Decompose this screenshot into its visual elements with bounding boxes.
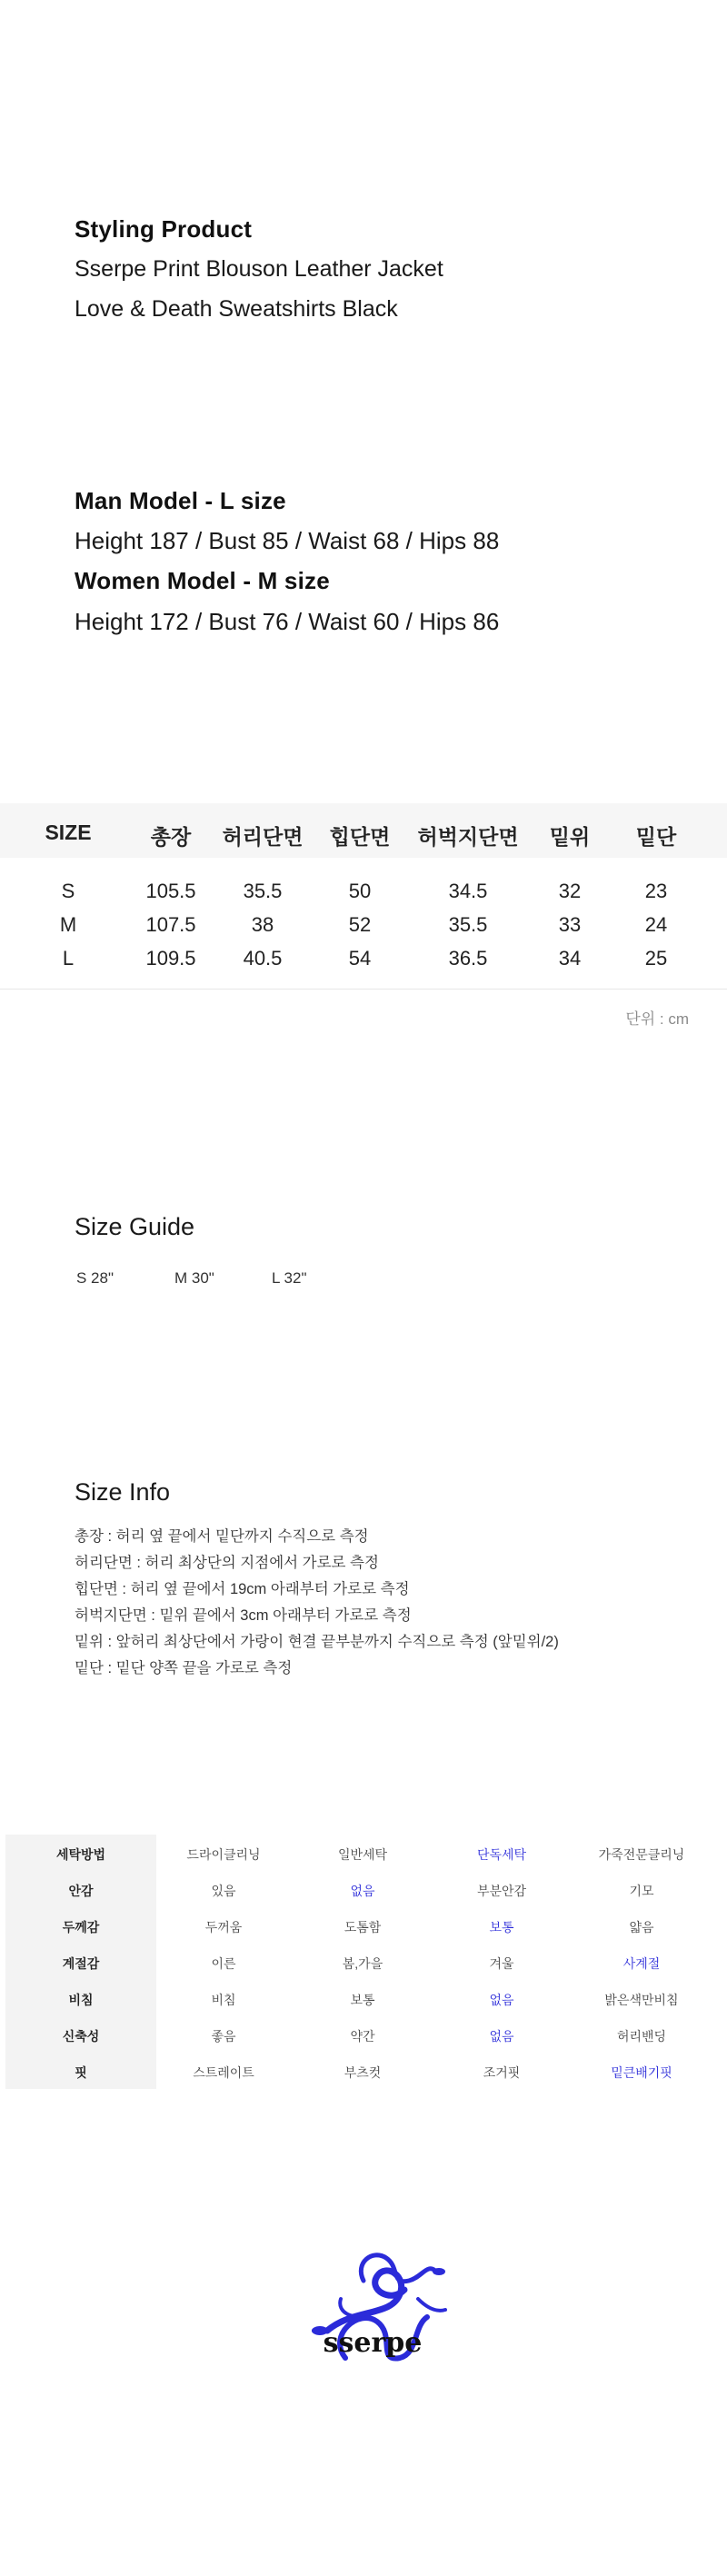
care-option: 스트레이트 [193, 2065, 254, 2080]
size-info-line: 힙단면 : 허리 옆 끝에서 19cm 아래부터 가로로 측정 [75, 1581, 410, 1597]
size-table-cell: 33 [558, 913, 582, 936]
size-table-cell: 52 [348, 913, 372, 936]
size-info-line: 밑위 : 앞허리 최상단에서 가랑이 현결 끝부분까지 수직으로 측정 (앞밑위/2) [75, 1634, 559, 1650]
size-table-cell: 35.5 [448, 913, 488, 936]
care-option: 약간 [350, 2029, 375, 2044]
care-option-selected: 없음 [489, 1993, 514, 2007]
care-option: 좋음 [211, 2029, 236, 2044]
size-table-cell: 25 [644, 947, 668, 970]
care-row-label: 핏 [75, 2065, 87, 2080]
size-guide-m: M 30" [174, 1269, 214, 1287]
care-option: 겨울 [489, 1956, 514, 1971]
care-option: 일반세탁 [337, 1847, 388, 1862]
care-option: 기모 [629, 1884, 654, 1898]
size-table-cell: 50 [348, 880, 372, 902]
size-table-header-cell: SIZE [45, 821, 92, 844]
care-option: 도톰함 [344, 1920, 382, 1934]
size-unit: 단위 : cm [625, 1010, 689, 1028]
care-option: 이른 [211, 1956, 236, 1971]
size-table-cell: 34 [558, 947, 582, 970]
size-table-header-cell: 허리단면 [222, 825, 304, 849]
size-table-cell: 36.5 [448, 947, 488, 970]
size-guide-l: L 32" [272, 1269, 307, 1287]
care-option: 보통 [350, 1993, 375, 2007]
size-table-cell: L [62, 947, 75, 970]
care-option-selected: 단독세탁 [476, 1847, 527, 1862]
care-row-label: 세탁방법 [55, 1847, 106, 1862]
care-option: 부분안감 [476, 1884, 527, 1898]
care-option-selected: 없음 [489, 2029, 514, 2044]
snake-logo-icon [291, 2244, 454, 2381]
size-table-header-cell: 힙단면 [329, 825, 391, 849]
care-option: 봄,가을 [342, 1956, 383, 1971]
size-guide-s: S 28" [76, 1269, 115, 1287]
size-info-list [75, 1524, 559, 1682]
care-option: 비침 [211, 1993, 236, 2007]
care-row-label: 비침 [68, 1993, 94, 2007]
size-table-cell: S [61, 880, 75, 902]
size-table-cell: M [59, 913, 77, 936]
woman-model-specs: Height 172 / Bust 76 / Waist 60 / Hips 86 [75, 608, 500, 635]
care-row-label: 안감 [68, 1884, 94, 1898]
size-table-cell: 54 [348, 947, 372, 970]
care-option: 두꺼움 [204, 1920, 243, 1934]
size-table-cell: 32 [558, 880, 582, 902]
size-info-line: 밑단 : 밑단 양쪽 끝을 가로로 측정 [75, 1660, 293, 1676]
care-option-selected: 사계절 [622, 1956, 661, 1971]
care-option-selected: 밑큰배기핏 [611, 2065, 672, 2080]
styling-title: Styling Product [75, 215, 253, 243]
care-table [5, 1835, 727, 2089]
care-option: 허리밴딩 [616, 2029, 667, 2044]
care-option: 부츠컷 [344, 2065, 382, 2080]
size-table-cell: 40.5 [243, 947, 283, 970]
man-model-specs: Height 187 / Bust 85 / Waist 68 / Hips 88 [75, 527, 500, 554]
care-row-label: 신축성 [62, 2029, 100, 2044]
care-row-label: 계절감 [62, 1956, 100, 1971]
styling-item-2: Love & Death Sweatshirts Black [75, 296, 398, 322]
size-table-cell: 34.5 [448, 880, 488, 902]
care-option: 조거핏 [483, 2065, 521, 2080]
care-row-label: 두께감 [62, 1920, 100, 1934]
size-table-header-cell: 밑위 [549, 825, 591, 849]
man-model-title: Man Model - L size [75, 487, 286, 514]
care-option: 가죽전문클리닝 [598, 1847, 685, 1862]
size-table-cell: 38 [251, 913, 274, 936]
size-table-cell: 23 [644, 880, 668, 902]
size-table-header-cell: 총장 [150, 825, 192, 849]
size-table-cell: 107.5 [145, 913, 196, 936]
care-option: 밝은색만비침 [604, 1993, 679, 2007]
size-table-header-cell: 밑단 [635, 825, 677, 849]
size-table-cell: 35.5 [243, 880, 283, 902]
styling-item-1: Sserpe Print Blouson Leather Jacket [75, 256, 443, 282]
care-option-selected: 없음 [350, 1884, 375, 1898]
size-table-cell: 24 [644, 913, 668, 936]
brand-logo [291, 2244, 454, 2381]
size-info-title: Size Info [75, 1478, 171, 1506]
size-table-cell: 105.5 [145, 880, 196, 902]
logo-wordmark: sserpe [323, 2327, 423, 2359]
size-table-header-cell: 허벅지단면 [417, 825, 519, 849]
size-info-line: 허리단면 : 허리 최상단의 지점에서 가로로 측정 [75, 1555, 379, 1571]
care-option-selected: 보통 [489, 1920, 514, 1934]
woman-model-title: Women Model - M size [75, 567, 330, 594]
care-option: 있음 [211, 1884, 236, 1898]
size-info-line: 허벅지단면 : 밑위 끝에서 3cm 아래부터 가로로 측정 [75, 1607, 412, 1624]
size-table-divider [0, 989, 727, 990]
care-option: 얇음 [629, 1920, 654, 1934]
size-guide-title: Size Guide [75, 1213, 195, 1240]
care-option: 드라이클리닝 [186, 1847, 261, 1862]
size-info-line: 총장 : 허리 옆 끝에서 밑단까지 수직으로 측정 [75, 1528, 369, 1545]
size-table-cell: 109.5 [145, 947, 196, 970]
